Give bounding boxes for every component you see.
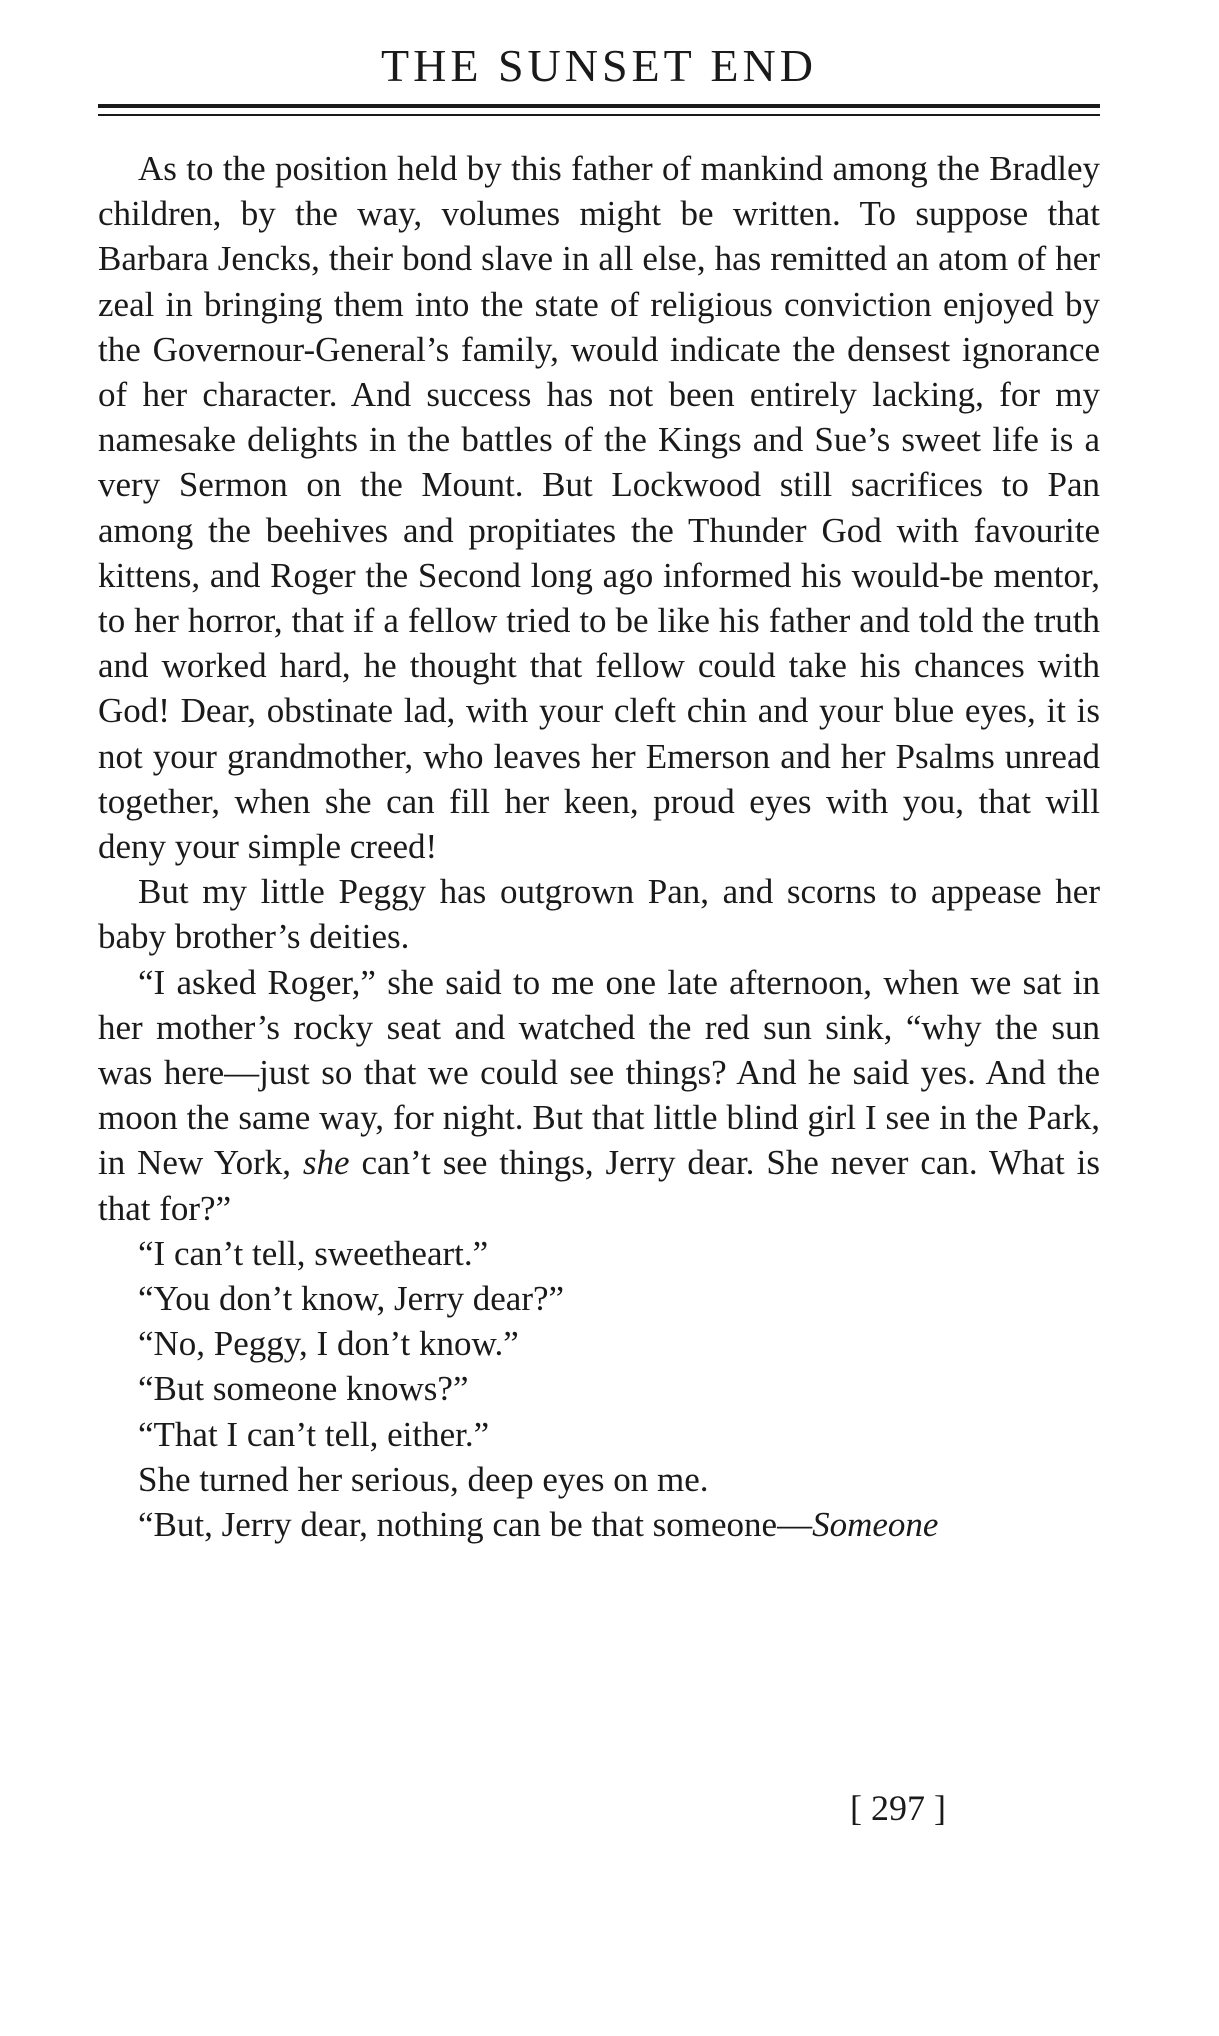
paragraph-3-emphasis: she (302, 1143, 350, 1183)
header-rule-thin (98, 114, 1100, 116)
paragraph-7: “But someone knows?” (138, 1369, 469, 1409)
paragraph-8: “That I can’t tell, either.” (138, 1414, 490, 1454)
running-title: THE SUNSET END (381, 40, 817, 91)
page-number: [ 297 ] (850, 1788, 946, 1828)
paragraph-5: “You don’t know, Jerry dear?” (138, 1279, 565, 1319)
paragraph-2: But my little Peggy has outgrown Pan, and scorns to appease her baby brother’s deities. (98, 872, 1100, 957)
body-text (98, 146, 1100, 1547)
paragraph-10-text: “But, Jerry dear, nothing can be that someone— (138, 1505, 813, 1545)
paragraph-10 (98, 1502, 1100, 1547)
paragraph-3-tail: can’t see things, Jerry dear. She never can. What is that for?” (98, 1143, 1100, 1228)
paragraph-6: “No, Peggy, I don’t know.” (138, 1324, 519, 1364)
paragraph-1: As to the position held by this father of mankind among the Bradley children, by the way, volumes might be written. To suppose that Barbara Jencks, their bond slave in all else, has remitted an atom of her zeal in bringing them into the state of religious conviction enjoyed by the Governour-General’s family, would indicate the densest ignorance of her character. And success has not been entirely lacking, for my namesake delights in the battles of the Kings and Sue’s sweet life is a very Sermon on the Mount. But Lockwood still sacrifices to Pan among the beehives and propitiates the Thunder God with favourite kittens, and Roger the Second long ago informed his would-be mentor, to her horror, that if a fellow tried to be like his father and told the truth and worked hard, he thought that fellow could take his chances with God! Dear, obstinate lad, with your cleft chin and your blue eyes, it is not your grandmother, who leaves her Emerson and her Psalms unread together, when she can fill her keen, proud eyes with you, that will deny your simple creed! (98, 149, 1100, 867)
paragraph-9: She turned her serious, deep eyes on me. (138, 1459, 709, 1499)
paragraph-10-emphasis: Someone (812, 1505, 939, 1545)
paragraph-3 (98, 960, 1100, 1231)
paragraph-3-text: “I asked Roger,” she said to me one late afternoon, when we sat in her mother’s rocky seat and watched the red sun sink, “why the sun was here—just so that we could see things? And he said yes. And the moon the same way, for night. But that little blind girl I see in the Park, in New York, (98, 962, 1100, 1183)
paragraph-4: “I can’t tell, sweetheart.” (138, 1233, 489, 1273)
header-rule-thick (98, 104, 1100, 108)
